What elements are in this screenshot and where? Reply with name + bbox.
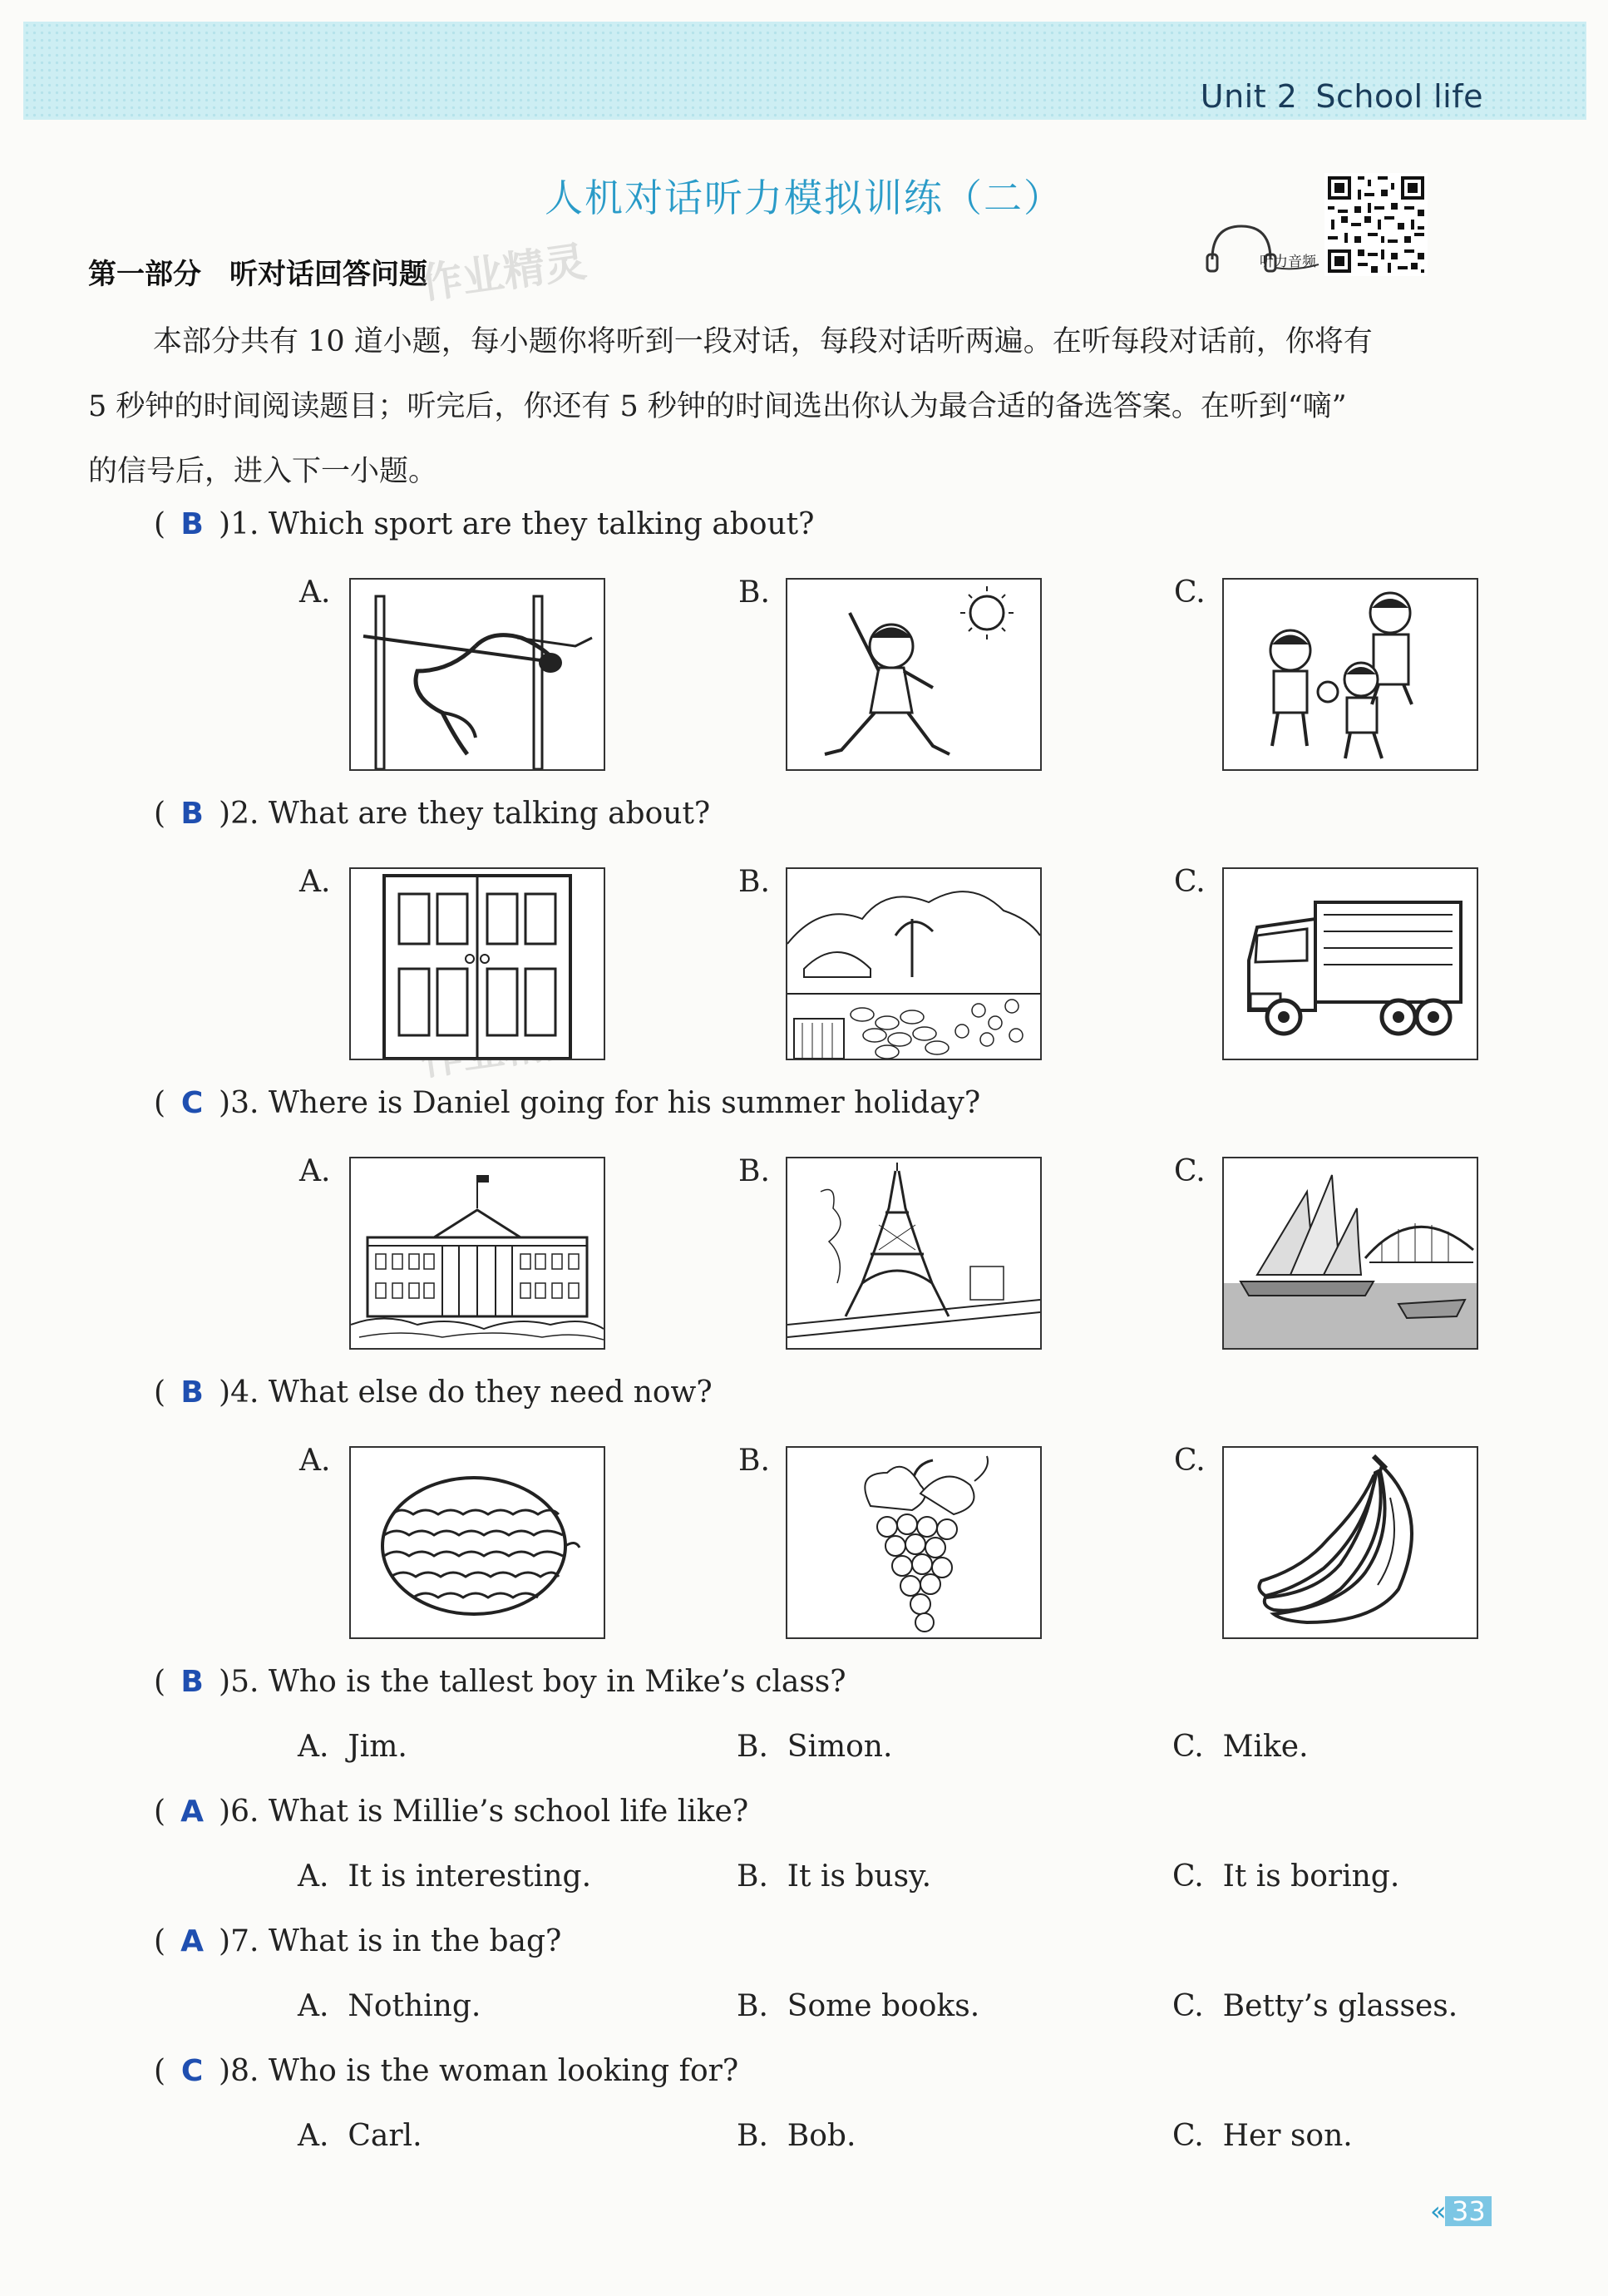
answer-8[interactable]: C — [180, 2054, 204, 2088]
question-number: )4. — [219, 1375, 259, 1410]
question-text: Which sport are they talking about? — [268, 507, 815, 541]
option-text: Bob. — [787, 2119, 856, 2153]
section-part: 第一部分 — [88, 258, 201, 291]
question-number: )8. — [219, 2054, 259, 2088]
option-text: Her son. — [1222, 2119, 1353, 2153]
option-text: Some books. — [787, 1989, 980, 2023]
paren-open: ( — [154, 1086, 166, 1120]
truck-picture — [1224, 869, 1477, 1059]
option-4c[interactable] — [1222, 1446, 1478, 1639]
option-4a[interactable] — [349, 1446, 605, 1639]
double-chevron-left-icon: « — [1430, 2195, 1447, 2227]
page-title: 人机对话听力模拟训练（二） — [545, 175, 1063, 220]
question-number: )5. — [219, 1665, 259, 1699]
option-letter: B. — [738, 1154, 770, 1188]
question-text: What is Millie’s school life like? — [268, 1795, 749, 1829]
answer-1[interactable]: B — [180, 507, 204, 541]
grapes-picture — [787, 1448, 1040, 1637]
option-6a[interactable] — [298, 1859, 591, 1894]
option-letter: C. — [1172, 2119, 1204, 2153]
answer-3[interactable]: C — [180, 1086, 204, 1120]
qr-caption: 听力音频 — [1260, 254, 1316, 270]
question-number: )7. — [219, 1924, 259, 1958]
option-7b[interactable] — [737, 1989, 979, 2023]
question-4 — [154, 1375, 713, 1410]
question-text: Who is the woman looking for? — [268, 2054, 739, 2088]
instructions — [88, 309, 1502, 504]
option-letter: B. — [737, 1989, 768, 2023]
paren-open: ( — [154, 507, 166, 541]
football-kids-picture — [1224, 580, 1477, 769]
question-8 — [154, 2054, 738, 2088]
answer-4[interactable]: B — [180, 1375, 204, 1410]
paren-open: ( — [154, 2054, 166, 2088]
eiffel-tower-picture — [787, 1158, 1040, 1348]
question-5 — [154, 1665, 846, 1699]
exercise-picture — [787, 580, 1040, 769]
option-5a[interactable] — [298, 1730, 407, 1764]
option-letter: C. — [1174, 1444, 1206, 1478]
watermelon-picture — [351, 1448, 604, 1637]
option-letter: A. — [298, 1859, 329, 1894]
question-number: )6. — [219, 1795, 259, 1829]
option-4b[interactable] — [786, 1446, 1042, 1639]
option-letter: B. — [737, 1859, 768, 1894]
option-letter: B. — [738, 865, 770, 899]
paren-open: ( — [154, 1665, 166, 1699]
option-1c[interactable] — [1222, 578, 1478, 771]
paren-open: ( — [154, 797, 166, 831]
option-5b[interactable] — [737, 1730, 892, 1764]
option-8b[interactable] — [737, 2119, 856, 2153]
option-5c[interactable] — [1172, 1730, 1309, 1764]
answer-6[interactable]: A — [180, 1795, 204, 1829]
option-letter: A. — [299, 865, 331, 899]
question-3 — [154, 1086, 980, 1120]
paren-open: ( — [154, 1375, 166, 1410]
option-letter: C. — [1174, 575, 1206, 610]
door-picture — [351, 869, 604, 1059]
option-letter: C. — [1174, 1154, 1206, 1188]
option-text: Mike. — [1222, 1730, 1309, 1764]
high-jump-picture — [351, 580, 604, 769]
option-text: Simon. — [787, 1730, 893, 1764]
question-text: Where is Daniel going for his summer holiday? — [268, 1086, 981, 1120]
watermark: 作业精灵 — [417, 237, 589, 309]
option-7c[interactable] — [1172, 1989, 1458, 2023]
white-house-picture — [351, 1158, 604, 1348]
option-2c[interactable] — [1222, 867, 1478, 1060]
option-8c[interactable] — [1172, 2119, 1353, 2153]
option-letter: B. — [738, 1444, 770, 1478]
option-text: Betty’s glasses. — [1222, 1989, 1458, 2023]
bananas-picture — [1224, 1448, 1477, 1637]
garden-picture — [787, 869, 1040, 1059]
unit-label — [1201, 78, 1483, 115]
option-letter: B. — [737, 2119, 768, 2153]
answer-7[interactable]: A — [180, 1924, 204, 1958]
option-letter: A. — [299, 1154, 331, 1188]
question-text: What are they talking about? — [268, 797, 711, 831]
sydney-opera-house-picture — [1224, 1158, 1477, 1348]
answer-2[interactable]: B — [180, 797, 204, 831]
question-text: What else do they need now? — [268, 1375, 713, 1410]
question-7 — [154, 1924, 561, 1958]
option-text: Nothing. — [348, 1989, 481, 2023]
option-letter: B. — [738, 575, 770, 610]
option-text: It is interesting. — [348, 1859, 592, 1894]
instructions-line: 的信号后，进入下一小题。 — [88, 455, 438, 488]
option-text: Jim. — [348, 1730, 407, 1764]
question-2 — [154, 797, 710, 831]
paren-open: ( — [154, 1795, 166, 1829]
option-text: It is busy. — [787, 1859, 932, 1894]
option-7a[interactable] — [298, 1989, 481, 2023]
page-number-text: 33 — [1452, 2195, 1486, 2227]
section-name: 听对话回答问题 — [229, 258, 427, 291]
qr-code-icon[interactable] — [1324, 173, 1428, 276]
option-letter: A. — [299, 1444, 331, 1478]
option-2b[interactable] — [786, 867, 1042, 1060]
option-3c[interactable] — [1222, 1157, 1478, 1350]
option-text: It is boring. — [1222, 1859, 1400, 1894]
option-letter: A. — [298, 2119, 329, 2153]
unit-number: Unit 2 — [1200, 78, 1298, 115]
page-number — [1430, 2195, 1493, 2228]
section-title — [88, 251, 427, 292]
instructions-line: 5 秒钟的时间阅读题目；听完后，你还有 5 秒钟的时间选出你认为最合适的备选答案。在听到“嘀” — [88, 390, 1347, 423]
option-1b[interactable] — [786, 578, 1042, 771]
option-letter: A. — [298, 1989, 329, 2023]
option-letter: C. — [1172, 1859, 1204, 1894]
option-text: Carl. — [348, 2119, 422, 2153]
option-3a[interactable] — [349, 1157, 605, 1350]
unit-topic: School life — [1315, 78, 1483, 115]
option-6c[interactable] — [1172, 1859, 1399, 1894]
question-text: Who is the tallest boy in Mike’s class? — [268, 1665, 846, 1699]
option-6b[interactable] — [737, 1859, 931, 1894]
option-letter: B. — [737, 1730, 768, 1764]
option-letter: C. — [1174, 865, 1206, 899]
option-3b[interactable] — [786, 1157, 1042, 1350]
option-letter: C. — [1172, 1989, 1204, 2023]
question-number: )1. — [219, 507, 259, 541]
option-1a[interactable] — [349, 578, 605, 771]
option-2a[interactable] — [349, 867, 605, 1060]
option-8a[interactable] — [298, 2119, 422, 2153]
question-number: )2. — [219, 797, 259, 831]
instructions-line: 本部分共有 10 道小题，每小题你将听到一段对话，每段对话听两遍。在听每段对话前，你将有 — [153, 325, 1373, 358]
question-number: )3. — [219, 1086, 259, 1120]
question-1 — [154, 507, 814, 541]
answer-5[interactable]: B — [180, 1665, 204, 1699]
option-letter: A. — [298, 1730, 329, 1764]
paren-open: ( — [154, 1924, 166, 1958]
question-6 — [154, 1795, 748, 1829]
option-letter: C. — [1172, 1730, 1204, 1764]
question-text: What is in the bag? — [268, 1924, 562, 1958]
option-letter: A. — [299, 575, 331, 610]
